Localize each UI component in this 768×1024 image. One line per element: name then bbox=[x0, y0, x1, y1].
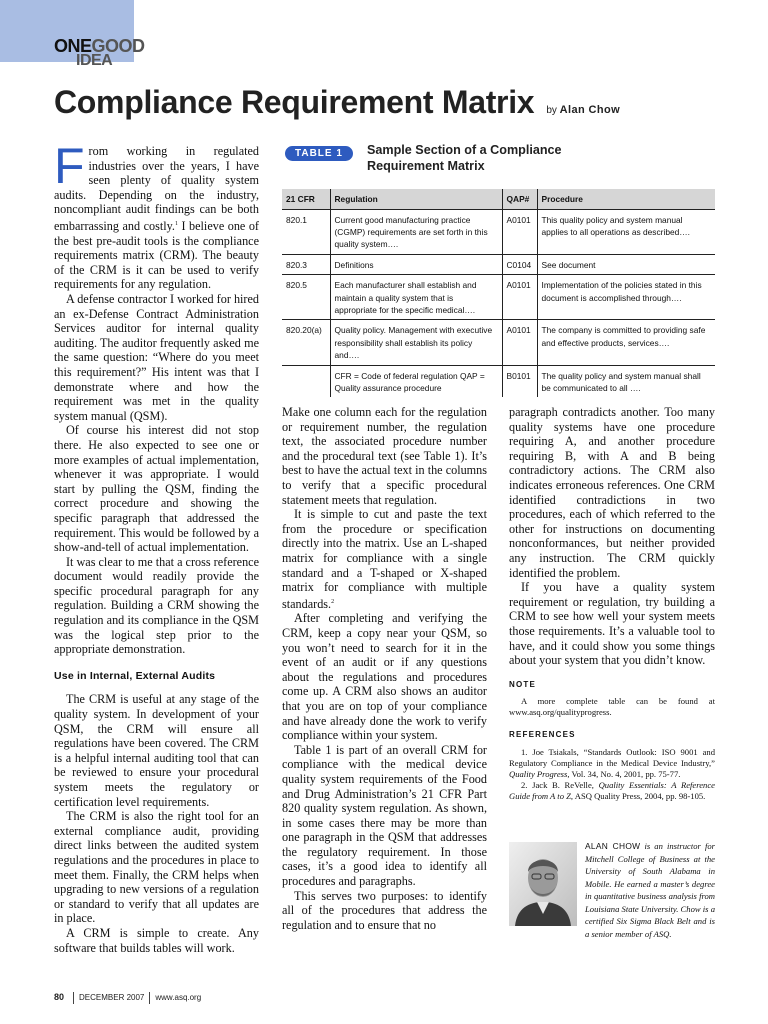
reference-source: Quality Progress bbox=[509, 768, 568, 779]
byline-by: by bbox=[546, 105, 557, 116]
reference-item bbox=[509, 780, 715, 802]
article-column-3 bbox=[509, 405, 715, 802]
byline bbox=[546, 105, 620, 116]
table-badge: TABLE 1 bbox=[285, 146, 353, 161]
article-column-2 bbox=[282, 405, 487, 932]
paragraph-text: rom working in regulated industries over the years, I have seen plenty of quality system audits. Depending on the industry, noncompliant audit findings can be both embarrassing and costly. bbox=[54, 144, 259, 234]
paragraph bbox=[282, 507, 487, 611]
series-word-one: ONE bbox=[54, 36, 92, 56]
table-cell: 820.5 bbox=[282, 275, 330, 320]
references-heading: REFERENCES bbox=[509, 730, 576, 740]
paragraph-text: It is simple to cut and paste the text from the procedure or specification directly into the matrix. Use an L-shaped matrix for compliance with a single standard and a T-shaped or X-shaped matrix for compliance with multiple standards. bbox=[282, 507, 487, 611]
table-cell: This quality policy and system manual applies to all operations as described…. bbox=[537, 209, 715, 254]
table-header-cell: Regulation bbox=[330, 189, 502, 209]
reference-text: , Vol. 34, No. 4, 2001, pp. 75-77. bbox=[567, 768, 681, 779]
paragraph: After completing and verifying the CRM, keep a copy near your QSM, so you won’t need to search for it in the event of an audit or if any questions about the regulations and procedures come up. A CRM also shows an auditor that you are on top of your compliance and have already done the work to verify compliance within your system. bbox=[282, 611, 487, 743]
compliance-matrix-table bbox=[282, 189, 715, 397]
series-word-good: GOOD bbox=[91, 36, 145, 56]
table-header-row bbox=[282, 189, 715, 209]
table-cell: 820.20(a) bbox=[282, 320, 330, 365]
reference-text: 1. Joe Tsiakals, “Standards Outlook: ISO 9001 and Regulatory Compliance in the Medical Device Industry,” bbox=[509, 746, 715, 768]
paragraph: The CRM is also the right tool for an external compliance audit, providing direct links between the audited system regulations and the procedures in place to meet them. Finally, the CRM helps when upgrading to new versions of a regulation or standard to verify that all updates are in place. bbox=[54, 809, 259, 926]
table-cell: A0101 bbox=[502, 275, 537, 320]
paragraph: A defense contractor I worked for hired an ex-Defense Contract Administration Services auditor for internal quality auditing. The auditor frequently asked me the same question: “Where do you meet this requirement?” His intent was that I demonstrate where and how the requirement was met in the quality system manual (QSM). bbox=[54, 292, 259, 423]
author-name: Alan Chow bbox=[559, 104, 621, 116]
footnote-ref: 1 bbox=[174, 220, 178, 227]
table-cell: Definitions bbox=[330, 254, 502, 274]
section-subhead: Use in Internal, External Audits bbox=[54, 669, 216, 682]
paragraph: This serves two purposes: to identify all of the procedures that address the regulation and to ensure that no bbox=[282, 888, 487, 932]
table-cell: 820.3 bbox=[282, 254, 330, 274]
table-cell: Current good manufacturing practice (CGMP) requirements are set forth in this quality system…. bbox=[330, 209, 502, 254]
footer-url: www.asq.org bbox=[155, 993, 202, 1003]
reference-item bbox=[509, 747, 715, 780]
table-header-cell: QAP# bbox=[502, 189, 537, 209]
bio-description: is an instructor for Mitchell College of Business at the University of South Alabama in Mobile. He earned a master’s degree in quantitative business analysis from Louisiana State University. Chow is a certified Six Sigma Black Belt and is a senior member of ASQ. bbox=[585, 841, 715, 939]
reference-text: 2. Jack B. ReVelle, bbox=[521, 779, 599, 790]
footer-divider bbox=[149, 992, 150, 1004]
table-row bbox=[282, 365, 715, 397]
table-cell bbox=[282, 365, 330, 397]
table-title: Sample Section of a Compliance Requirement Matrix bbox=[367, 143, 562, 173]
table-row bbox=[282, 254, 715, 274]
paragraph bbox=[54, 138, 259, 292]
title-row bbox=[54, 84, 734, 121]
table-cell: A0101 bbox=[502, 320, 537, 365]
paragraph: Table 1 is part of an overall CRM for compliance with the medical device quality system requirements of the Food and Drug Administration’s 21 CFR Part 820 quality system regulation. As shown, in some cases there may be more than one paragraph in the QSM that addresses the regulatory requirement. In those cases, it’s a good idea to identify all procedures and paragraphs. bbox=[282, 742, 487, 889]
note-heading: NOTE bbox=[509, 679, 537, 689]
series-logo bbox=[54, 38, 145, 68]
series-word-idea: IDEA bbox=[76, 52, 113, 69]
drop-cap: F bbox=[54, 138, 85, 194]
paragraph: A CRM is simple to create. Any software that builds tables will work. bbox=[54, 925, 259, 955]
paragraph: Of course his interest did not stop there. He also expected to see one or more examples of actual implementation, whenever it was appropriate. I would start by pulling the QSM, finding the correct procedure and showing the specific paragraph that addressed the requirement. This would be followed by a show-and-tell of actual implementation. bbox=[54, 423, 259, 555]
table-row bbox=[282, 209, 715, 254]
article-title: Compliance Requirement Matrix bbox=[54, 84, 535, 120]
table-cell: C0104 bbox=[502, 254, 537, 274]
paragraph: The CRM is useful at any stage of the quality system. In development of your QSM, the CRM will ensure all regulations have been covered. The CRM is a helpful internal auditing tool that can be reviewed to ensure your procedural system meets the regulatory or certification level requirements. bbox=[54, 692, 259, 809]
note-text: A more complete table can be found at www.asq.org/qualityprogress. bbox=[509, 696, 715, 718]
table-cell: The quality policy and system manual shall be communicated to all …. bbox=[537, 365, 715, 397]
footnote-ref: 2 bbox=[331, 598, 335, 605]
table-row bbox=[282, 320, 715, 365]
bio-name: ALAN CHOW bbox=[585, 841, 641, 851]
table-header-cell: 21 CFR bbox=[282, 189, 330, 209]
table-cell: See document bbox=[537, 254, 715, 274]
paragraph: If you have a quality system requirement or regulation, try building a CRM to see how well your system meets those requirements. It’s a valuable tool to have, and it could show you some things about your system that you didn’t know. bbox=[509, 580, 715, 668]
table-row bbox=[282, 275, 715, 320]
table-cell: 820.1 bbox=[282, 209, 330, 254]
table-cell: CFR = Code of federal regulation QAP = Quality assurance procedure bbox=[330, 365, 502, 397]
paragraph: It was clear to me that a cross reference document would readily provide the specific procedural paragraph for any regulation. Building a CRM showing the regulation and its compliance in the QSM was the logical step prior to the appropriate demonstration. bbox=[54, 554, 259, 657]
table-cell: Each manufacturer shall establish and maintain a quality system that is appropriate for the specific medical…. bbox=[330, 275, 502, 320]
article-column-1 bbox=[54, 138, 259, 955]
table-cell: A0101 bbox=[502, 209, 537, 254]
page-number: 80 bbox=[54, 992, 65, 1003]
reference-source: Quality Essentials: A Reference Guide from A to Z bbox=[509, 779, 715, 801]
table-cell: Quality policy. Management with executive responsibility shall establish its policy and…. bbox=[330, 320, 502, 365]
reference-text: , ASQ Quality Press, 2004, pp. 98-105. bbox=[570, 790, 706, 801]
table-cell: B0101 bbox=[502, 365, 537, 397]
table-header-cell: Procedure bbox=[537, 189, 715, 209]
table-cell: The company is committed to providing safe and effective products, services…. bbox=[537, 320, 715, 365]
table-cell: Implementation of the policies stated in this document is accomplished through…. bbox=[537, 275, 715, 320]
paragraph-text: I believe one of the best pre-audit tools is the compliance requirements matrix (CRM). The beauty of the CRM is it can be used to verify requirements for any regulation. bbox=[54, 219, 259, 292]
author-photo bbox=[509, 842, 577, 926]
page-footer bbox=[54, 992, 201, 1004]
author-bio bbox=[509, 840, 715, 940]
paragraph: paragraph contradicts another. Too many quality systems have one procedure requiring A, and another procedure requiring B, with A and B being contradictory actions. The CRM also indicates erroneous references. One CRM identified contradictions in two procedures, each of which referred to the other for instructions on documenting nonconformances, but neither provided any instruction. The CRM quickly identified the problem. bbox=[509, 405, 715, 580]
footer-divider bbox=[73, 992, 74, 1004]
issue-date: DECEMBER 2007 bbox=[79, 993, 145, 1003]
paragraph: Make one column each for the regulation or requirement number, the regulation text, the associated procedure number and the procedural text (see Table 1). It’s best to have the actual text in the columns to verify that a specific procedural statement meets that regulation. bbox=[282, 405, 487, 507]
